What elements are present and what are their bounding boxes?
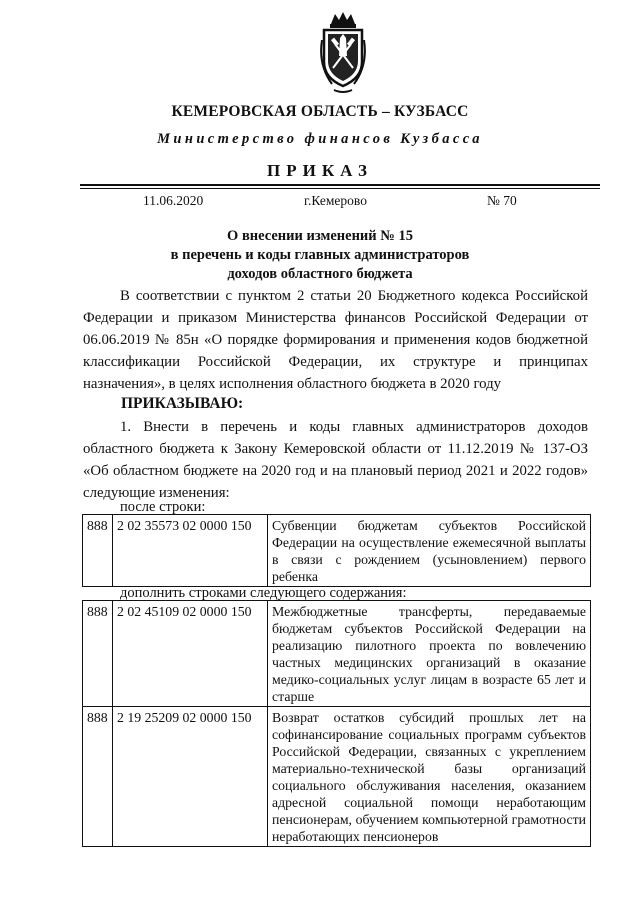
kbk-code-cell: 2 19 25209 02 0000 150 xyxy=(113,707,268,847)
subject-line: О внесении изменений № 15 xyxy=(227,228,413,244)
kbk-code-cell: 2 02 45109 02 0000 150 xyxy=(113,601,268,707)
preamble-paragraph: В соответствии с пунктом 2 статьи 20 Бюджетного кодекса Российской Федерации и приказом Министерства финансов Российской Федерации от 06.06.2019 № 85н «О порядке формирования и применения кодов бюджетной классификации Российской Федерации, их структуре и принципах назначения», в целях исполнения областного бюджета в 2020 году xyxy=(83,288,588,392)
region-title: КЕМЕРОВСКАЯ ОБЛАСТЬ – КУЗБАСС xyxy=(171,103,469,120)
order-subject xyxy=(0,227,640,284)
order-number: № 70 xyxy=(487,193,517,208)
item-1-paragraph: 1. Внести в перечень и коды главных администраторов доходов областного бюджета к Закону Кемеровской области от 11.12.2019 № 137-ОЗ «Об областном бюджете на 2020 год и на плановый период 2021 и 2022 годов» следующие изменения: xyxy=(83,419,588,501)
admin-code-cell: 888 xyxy=(83,601,113,707)
after-row-label: после строки: xyxy=(120,499,206,515)
table-row xyxy=(83,601,591,707)
subject-line: в перечень и коды главных администраторов xyxy=(170,247,470,263)
header-rule xyxy=(80,184,600,186)
subject-line: доходов областного бюджета xyxy=(227,266,413,282)
add-rows-label: дополнить строками следующего содержания: xyxy=(120,585,407,601)
header-rule-thin xyxy=(80,188,600,189)
ministry-name: Министерство финансов Кузбасса xyxy=(157,131,483,147)
admin-code-cell: 888 xyxy=(83,515,113,587)
revenue-name-cell: Субвенции бюджетам субъектов Российской Федерации на осуществление ежемесячной выплаты в связи с рождением (усыновлением) первого ребенка xyxy=(268,515,591,587)
table-row xyxy=(83,707,591,847)
order-date: 11.06.2020 xyxy=(143,193,204,208)
new-rows-table xyxy=(82,600,591,847)
command-heading: ПРИКАЗЫВАЮ: xyxy=(121,395,244,412)
revenue-name-cell: Межбюджетные трансферты, передаваемые бюджетам субъектов Российской Федерации на реализацию пилотного проекта по вовлечению частных медицинских организаций в оказание медико-социальных услуг лицам в возрасте 65 лет и старше xyxy=(268,601,591,707)
kbk-code-cell: 2 02 35573 02 0000 150 xyxy=(113,515,268,587)
table-row xyxy=(83,515,591,587)
document-type: ПРИКАЗ xyxy=(267,161,373,180)
revenue-name-cell: Возврат остатков субсидий прошлых лет на софинансирование социальных программ субъектов Российской Федерации, связанных с укреплением материально-технической базы организаций социального обслуживания населения, оказанием адресной социальной помощи неработающим пенсионерам, обучением компьютерной грамотности неработающих пенсионеров xyxy=(268,707,591,847)
admin-code-cell: 888 xyxy=(83,707,113,847)
existing-rows-table xyxy=(82,514,591,587)
coat-of-arms-emblem xyxy=(318,10,368,96)
order-city: г.Кемерово xyxy=(304,193,367,208)
